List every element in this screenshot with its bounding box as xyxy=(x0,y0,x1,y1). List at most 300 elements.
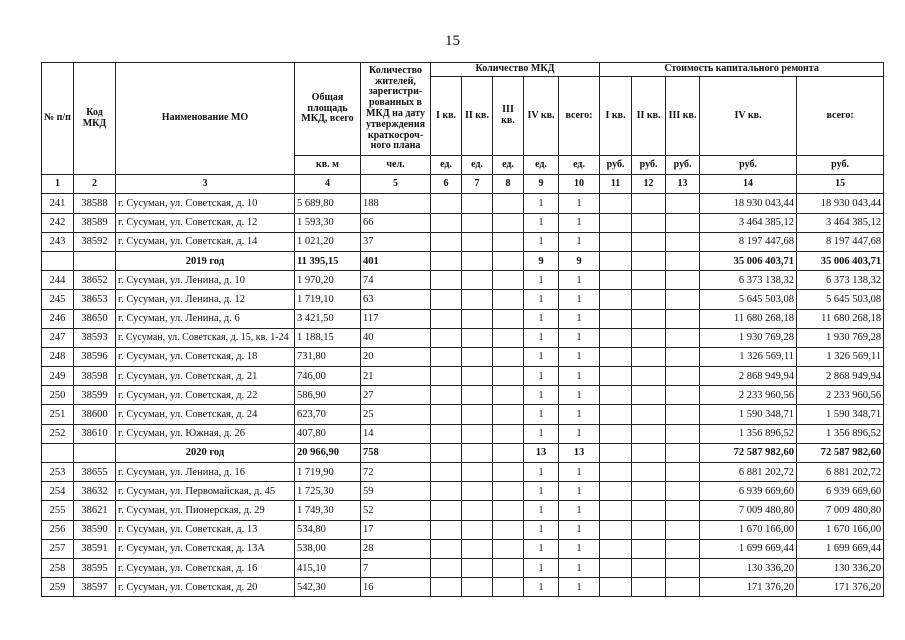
address-cell: г. Сусуман, ул. Первомайская, д. 45 xyxy=(116,482,295,501)
code-cell: 38632 xyxy=(74,482,116,501)
column-number-cell: 4 xyxy=(295,175,361,194)
table-row xyxy=(42,213,884,232)
repair-plan-table xyxy=(41,62,884,597)
cost-q4-cell: 11 680 268,18 xyxy=(700,309,797,328)
row-number-cell: 245 xyxy=(42,290,74,309)
area-cell: 623,70 xyxy=(295,405,361,424)
empty-cell xyxy=(431,578,462,597)
empty-cell xyxy=(666,386,700,405)
count-q4-cell: 1 xyxy=(524,558,559,577)
row-number-cell: 248 xyxy=(42,347,74,366)
cost-q4-cell: 72 587 982,60 xyxy=(700,443,797,462)
count-total-cell: 1 xyxy=(559,309,600,328)
row-number-cell: 241 xyxy=(42,194,74,213)
empty-cell xyxy=(493,290,524,309)
empty-cell xyxy=(431,271,462,290)
area-cell: 1 725,30 xyxy=(295,482,361,501)
empty-cell xyxy=(666,194,700,213)
code-cell: 38653 xyxy=(74,290,116,309)
cost-q4-cell: 18 930 043,44 xyxy=(700,194,797,213)
header-count-q2: II кв. xyxy=(462,77,493,156)
cost-q4-cell: 171 376,20 xyxy=(700,578,797,597)
header-group-count: Количество МКД xyxy=(431,63,600,77)
empty-cell xyxy=(431,405,462,424)
column-number-cell: 2 xyxy=(74,175,116,194)
cost-total-cell: 6 881 202,72 xyxy=(797,463,884,482)
area-cell: 534,80 xyxy=(295,520,361,539)
empty-cell xyxy=(600,501,632,520)
unit-cell: руб. xyxy=(797,156,884,175)
column-number-cell: 1 xyxy=(42,175,74,194)
column-number-cell: 15 xyxy=(797,175,884,194)
count-total-cell: 1 xyxy=(559,194,600,213)
column-number-cell: 14 xyxy=(700,175,797,194)
empty-cell xyxy=(462,290,493,309)
header-code: Код МКД xyxy=(74,63,116,175)
count-total-cell: 1 xyxy=(559,271,600,290)
code-cell: 38652 xyxy=(74,271,116,290)
empty-cell xyxy=(632,539,666,558)
unit-cell: руб. xyxy=(666,156,700,175)
cost-total-cell: 72 587 982,60 xyxy=(797,443,884,462)
empty-cell xyxy=(462,558,493,577)
address-cell: г. Сусуман, ул. Пионерская, д. 29 xyxy=(116,501,295,520)
count-q4-cell: 1 xyxy=(524,213,559,232)
count-total-cell: 1 xyxy=(559,520,600,539)
cost-total-cell: 18 930 043,44 xyxy=(797,194,884,213)
area-cell: 1 021,20 xyxy=(295,232,361,251)
empty-cell xyxy=(462,386,493,405)
area-cell: 1 719,10 xyxy=(295,290,361,309)
header-count-total: всего: xyxy=(559,77,600,156)
code-cell: 38598 xyxy=(74,367,116,386)
address-cell: г. Сусуман, ул. Советская, д. 24 xyxy=(116,405,295,424)
residents-cell: 188 xyxy=(361,194,431,213)
residents-cell: 758 xyxy=(361,443,431,462)
cost-q4-cell: 5 645 503,08 xyxy=(700,290,797,309)
count-q4-cell: 9 xyxy=(524,251,559,270)
column-numbers-row xyxy=(42,175,884,194)
empty-cell xyxy=(431,367,462,386)
area-cell: 407,80 xyxy=(295,424,361,443)
empty-cell xyxy=(600,443,632,462)
empty-cell xyxy=(632,213,666,232)
empty-cell xyxy=(632,424,666,443)
year-total-row xyxy=(42,251,884,270)
area-cell: 538,00 xyxy=(295,539,361,558)
cost-total-cell: 1 930 769,28 xyxy=(797,328,884,347)
empty-cell xyxy=(600,328,632,347)
table-row xyxy=(42,232,884,251)
address-cell: г. Сусуман, ул. Ленина, д. 6 xyxy=(116,309,295,328)
empty-cell xyxy=(431,482,462,501)
row-number-cell: 246 xyxy=(42,309,74,328)
column-number-cell: 3 xyxy=(116,175,295,194)
address-cell: г. Сусуман, ул. Советская, д. 13А xyxy=(116,539,295,558)
empty-cell xyxy=(666,463,700,482)
empty-cell xyxy=(666,271,700,290)
row-number-cell: 254 xyxy=(42,482,74,501)
cost-total-cell: 171 376,20 xyxy=(797,578,884,597)
empty-cell xyxy=(600,405,632,424)
area-cell: 11 395,15 xyxy=(295,251,361,270)
address-cell: г. Сусуман, ул. Ленина, д. 12 xyxy=(116,290,295,309)
empty-cell xyxy=(462,405,493,424)
cost-q4-cell: 1 670 166,00 xyxy=(700,520,797,539)
empty-cell xyxy=(493,251,524,270)
empty-cell xyxy=(600,251,632,270)
address-cell: г. Сусуман, ул. Советская, д. 10 xyxy=(116,194,295,213)
unit-cell: ед. xyxy=(431,156,462,175)
cost-total-cell: 8 197 447,68 xyxy=(797,232,884,251)
unit-cell: руб. xyxy=(600,156,632,175)
row-number-cell: 253 xyxy=(42,463,74,482)
area-cell: 731,80 xyxy=(295,347,361,366)
residents-cell: 37 xyxy=(361,232,431,251)
unit-cell: ед. xyxy=(462,156,493,175)
cost-total-cell: 1 326 569,11 xyxy=(797,347,884,366)
empty-cell xyxy=(431,539,462,558)
empty-cell xyxy=(493,463,524,482)
cost-total-cell: 2 233 960,56 xyxy=(797,386,884,405)
area-cell: 415,10 xyxy=(295,558,361,577)
residents-cell: 74 xyxy=(361,271,431,290)
empty-cell xyxy=(493,558,524,577)
unit-cell: ед. xyxy=(493,156,524,175)
code-cell: 38591 xyxy=(74,539,116,558)
cost-q4-cell: 6 881 202,72 xyxy=(700,463,797,482)
empty-cell xyxy=(632,367,666,386)
empty-cell xyxy=(462,194,493,213)
cost-q4-cell: 6 939 669,60 xyxy=(700,482,797,501)
address-cell: г. Сусуман, ул. Советская, д. 13 xyxy=(116,520,295,539)
year-total-label: 2020 год xyxy=(116,443,295,462)
address-cell: г. Сусуман, ул. Советская, д. 15, кв. 1-24 xyxy=(116,328,295,347)
header-group-cost: Стоимость капитального ремонта xyxy=(600,63,884,77)
empty-cell xyxy=(666,213,700,232)
count-total-cell: 1 xyxy=(559,347,600,366)
cost-q4-cell: 35 006 403,71 xyxy=(700,251,797,270)
empty-cell xyxy=(74,443,116,462)
empty-cell xyxy=(600,194,632,213)
count-q4-cell: 1 xyxy=(524,367,559,386)
row-number-cell: 258 xyxy=(42,558,74,577)
count-total-cell: 1 xyxy=(559,424,600,443)
empty-cell xyxy=(632,578,666,597)
row-number-cell: 251 xyxy=(42,405,74,424)
empty-cell xyxy=(600,213,632,232)
area-cell: 542,30 xyxy=(295,578,361,597)
residents-cell: 28 xyxy=(361,539,431,558)
residents-cell: 59 xyxy=(361,482,431,501)
empty-cell xyxy=(462,482,493,501)
address-cell: г. Сусуман, ул. Южная, д. 26 xyxy=(116,424,295,443)
table-row xyxy=(42,482,884,501)
residents-cell: 14 xyxy=(361,424,431,443)
area-cell: 20 966,90 xyxy=(295,443,361,462)
count-q4-cell: 1 xyxy=(524,424,559,443)
row-number-cell: 250 xyxy=(42,386,74,405)
empty-cell xyxy=(632,194,666,213)
residents-cell: 25 xyxy=(361,405,431,424)
table-row xyxy=(42,558,884,577)
row-number-cell: 247 xyxy=(42,328,74,347)
empty-cell xyxy=(632,558,666,577)
empty-cell xyxy=(632,443,666,462)
table-row xyxy=(42,194,884,213)
unit-cell: ед. xyxy=(524,156,559,175)
empty-cell xyxy=(493,386,524,405)
count-q4-cell: 1 xyxy=(524,194,559,213)
unit-cell: руб. xyxy=(700,156,797,175)
empty-cell xyxy=(632,386,666,405)
code-cell: 38592 xyxy=(74,232,116,251)
empty-cell xyxy=(462,213,493,232)
code-cell: 38599 xyxy=(74,386,116,405)
empty-cell xyxy=(493,232,524,251)
unit-cell: ед. xyxy=(559,156,600,175)
empty-cell xyxy=(666,328,700,347)
empty-cell xyxy=(493,501,524,520)
empty-cell xyxy=(462,539,493,558)
cost-q4-cell: 7 009 480,80 xyxy=(700,501,797,520)
area-cell: 586,90 xyxy=(295,386,361,405)
header-count-q1: I кв. xyxy=(431,77,462,156)
empty-cell xyxy=(42,443,74,462)
empty-cell xyxy=(666,309,700,328)
row-number-cell: 244 xyxy=(42,271,74,290)
table-row xyxy=(42,367,884,386)
address-cell: г. Сусуман, ул. Советская, д. 21 xyxy=(116,367,295,386)
empty-cell xyxy=(600,463,632,482)
empty-cell xyxy=(493,578,524,597)
header-cost-q2: II кв. xyxy=(632,77,666,156)
count-total-cell: 1 xyxy=(559,501,600,520)
address-cell: г. Сусуман, ул. Советская, д. 22 xyxy=(116,386,295,405)
empty-cell xyxy=(600,271,632,290)
empty-cell xyxy=(493,328,524,347)
residents-cell: 21 xyxy=(361,367,431,386)
empty-cell xyxy=(600,347,632,366)
count-q4-cell: 1 xyxy=(524,386,559,405)
cost-total-cell: 7 009 480,80 xyxy=(797,501,884,520)
count-q4-cell: 1 xyxy=(524,328,559,347)
residents-cell: 72 xyxy=(361,463,431,482)
empty-cell xyxy=(666,232,700,251)
count-total-cell: 1 xyxy=(559,367,600,386)
count-total-cell: 1 xyxy=(559,463,600,482)
cost-total-cell: 1 590 348,71 xyxy=(797,405,884,424)
address-cell: г. Сусуман, ул. Советская, д. 12 xyxy=(116,213,295,232)
table-row xyxy=(42,271,884,290)
code-cell: 38595 xyxy=(74,558,116,577)
address-cell: г. Сусуман, ул. Советская, д. 18 xyxy=(116,347,295,366)
address-cell: г. Сусуман, ул. Советская, д. 20 xyxy=(116,578,295,597)
empty-cell xyxy=(600,558,632,577)
empty-cell xyxy=(666,424,700,443)
empty-cell xyxy=(431,558,462,577)
area-cell: 1 188,15 xyxy=(295,328,361,347)
cost-total-cell: 11 680 268,18 xyxy=(797,309,884,328)
count-total-cell: 1 xyxy=(559,386,600,405)
cost-q4-cell: 1 356 896,52 xyxy=(700,424,797,443)
empty-cell xyxy=(431,520,462,539)
code-cell: 38596 xyxy=(74,347,116,366)
empty-cell xyxy=(431,328,462,347)
count-total-cell: 1 xyxy=(559,213,600,232)
header-count-q3: III кв. xyxy=(493,77,524,156)
cost-total-cell: 6 939 669,60 xyxy=(797,482,884,501)
empty-cell xyxy=(431,463,462,482)
empty-cell xyxy=(600,290,632,309)
cost-q4-cell: 2 233 960,56 xyxy=(700,386,797,405)
code-cell: 38589 xyxy=(74,213,116,232)
empty-cell xyxy=(632,271,666,290)
count-q4-cell: 1 xyxy=(524,578,559,597)
cost-total-cell: 1 356 896,52 xyxy=(797,424,884,443)
cost-total-cell: 2 868 949,94 xyxy=(797,367,884,386)
row-number-cell: 256 xyxy=(42,520,74,539)
empty-cell xyxy=(493,194,524,213)
empty-cell xyxy=(431,347,462,366)
empty-cell xyxy=(600,309,632,328)
empty-cell xyxy=(632,347,666,366)
empty-cell xyxy=(666,290,700,309)
count-total-cell: 1 xyxy=(559,539,600,558)
residents-cell: 17 xyxy=(361,520,431,539)
count-q4-cell: 1 xyxy=(524,501,559,520)
column-number-cell: 9 xyxy=(524,175,559,194)
empty-cell xyxy=(600,539,632,558)
empty-cell xyxy=(632,520,666,539)
row-number-cell: 243 xyxy=(42,232,74,251)
empty-cell xyxy=(666,539,700,558)
header-count-q4: IV кв. xyxy=(524,77,559,156)
column-number-cell: 10 xyxy=(559,175,600,194)
empty-cell xyxy=(431,213,462,232)
header-cost-q3: III кв. xyxy=(666,77,700,156)
empty-cell xyxy=(431,251,462,270)
unit-cell: кв. м xyxy=(295,156,361,175)
empty-cell xyxy=(666,482,700,501)
empty-cell xyxy=(632,309,666,328)
count-q4-cell: 1 xyxy=(524,271,559,290)
header-area: Общая площадь МКД, всего xyxy=(295,63,361,156)
code-cell: 38650 xyxy=(74,309,116,328)
empty-cell xyxy=(600,578,632,597)
table-body xyxy=(42,194,884,597)
table-row xyxy=(42,405,884,424)
cost-total-cell: 1 699 669,44 xyxy=(797,539,884,558)
count-total-cell: 9 xyxy=(559,251,600,270)
residents-cell: 63 xyxy=(361,290,431,309)
empty-cell xyxy=(462,578,493,597)
empty-cell xyxy=(600,386,632,405)
count-total-cell: 1 xyxy=(559,405,600,424)
table-row xyxy=(42,539,884,558)
empty-cell xyxy=(666,443,700,462)
count-q4-cell: 13 xyxy=(524,443,559,462)
empty-cell xyxy=(493,482,524,501)
header-name: Наименование МО xyxy=(116,63,295,175)
cost-q4-cell: 1 930 769,28 xyxy=(700,328,797,347)
empty-cell xyxy=(600,520,632,539)
residents-cell: 401 xyxy=(361,251,431,270)
empty-cell xyxy=(666,578,700,597)
empty-cell xyxy=(493,271,524,290)
residents-cell: 20 xyxy=(361,347,431,366)
code-cell: 38655 xyxy=(74,463,116,482)
table-row xyxy=(42,309,884,328)
residents-cell: 27 xyxy=(361,386,431,405)
header-residents: Количество жителей, зарегистри-рованных в МКД на дату утверждения краткосроч-ного плана xyxy=(361,63,431,156)
empty-cell xyxy=(462,271,493,290)
empty-cell xyxy=(74,251,116,270)
empty-cell xyxy=(493,539,524,558)
area-cell: 5 689,80 xyxy=(295,194,361,213)
header-cost-q1: I кв. xyxy=(600,77,632,156)
area-cell: 1 719,90 xyxy=(295,463,361,482)
cost-q4-cell: 1 590 348,71 xyxy=(700,405,797,424)
empty-cell xyxy=(632,251,666,270)
cost-total-cell: 3 464 385,12 xyxy=(797,213,884,232)
empty-cell xyxy=(666,558,700,577)
empty-cell xyxy=(493,520,524,539)
empty-cell xyxy=(431,194,462,213)
residents-cell: 66 xyxy=(361,213,431,232)
table-row xyxy=(42,386,884,405)
code-cell: 38621 xyxy=(74,501,116,520)
row-number-cell: 259 xyxy=(42,578,74,597)
count-q4-cell: 1 xyxy=(524,405,559,424)
page-number: 15 xyxy=(445,33,460,49)
empty-cell xyxy=(632,501,666,520)
column-number-cell: 8 xyxy=(493,175,524,194)
empty-cell xyxy=(462,232,493,251)
table-row xyxy=(42,424,884,443)
empty-cell xyxy=(600,232,632,251)
row-number-cell: 255 xyxy=(42,501,74,520)
year-total-label: 2019 год xyxy=(116,251,295,270)
header-num: № п/п xyxy=(42,63,74,175)
empty-cell xyxy=(493,309,524,328)
empty-cell xyxy=(600,367,632,386)
empty-cell xyxy=(493,213,524,232)
residents-cell: 117 xyxy=(361,309,431,328)
empty-cell xyxy=(666,347,700,366)
row-number-cell: 242 xyxy=(42,213,74,232)
row-number-cell: 257 xyxy=(42,539,74,558)
cost-q4-cell: 1 326 569,11 xyxy=(700,347,797,366)
empty-cell xyxy=(462,309,493,328)
area-cell: 1 970,20 xyxy=(295,271,361,290)
empty-cell xyxy=(462,251,493,270)
residents-cell: 40 xyxy=(361,328,431,347)
count-total-cell: 1 xyxy=(559,578,600,597)
empty-cell xyxy=(431,386,462,405)
area-cell: 3 421,50 xyxy=(295,309,361,328)
empty-cell xyxy=(462,501,493,520)
empty-cell xyxy=(462,367,493,386)
count-q4-cell: 1 xyxy=(524,463,559,482)
empty-cell xyxy=(42,251,74,270)
count-total-cell: 1 xyxy=(559,232,600,251)
count-q4-cell: 1 xyxy=(524,347,559,366)
empty-cell xyxy=(431,501,462,520)
count-q4-cell: 1 xyxy=(524,309,559,328)
code-cell: 38610 xyxy=(74,424,116,443)
residents-cell: 52 xyxy=(361,501,431,520)
